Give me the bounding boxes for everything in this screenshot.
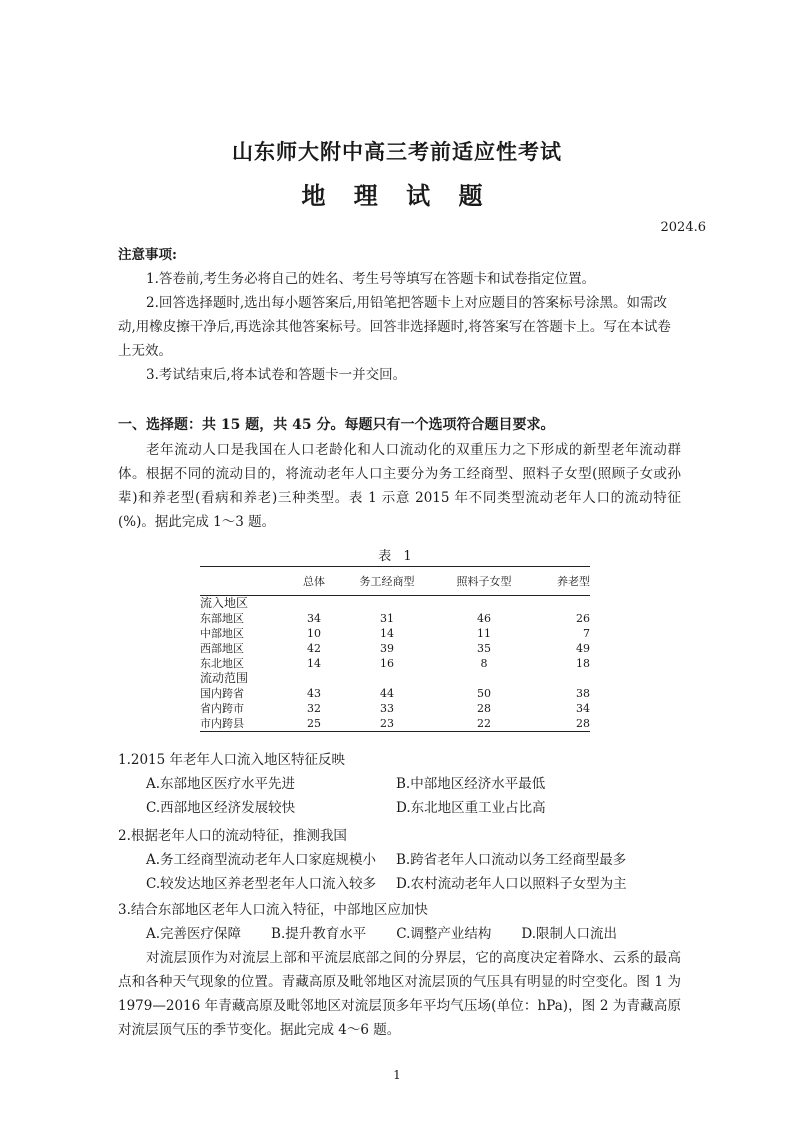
table-cell: 22	[434, 716, 534, 732]
table-cell: 46	[477, 612, 491, 625]
question-2	[118, 824, 688, 896]
table-cell: 34	[307, 612, 321, 625]
table-cell: 38	[576, 687, 590, 700]
question-options	[118, 922, 688, 946]
group-label: 流入地区	[200, 596, 249, 610]
exam-title: 山东师大附中高三考前适应性考试	[232, 139, 562, 164]
notice-heading: 注意事项:	[118, 247, 177, 263]
table-header	[200, 567, 288, 596]
question-options	[118, 772, 688, 820]
data-table	[200, 566, 590, 732]
option-c: C.较发达地区养老型老年人口流入较多	[146, 876, 377, 892]
table-group-row	[200, 671, 590, 686]
row-label: 中部地区	[200, 627, 244, 640]
question-3-options	[118, 922, 688, 946]
question-3	[118, 898, 688, 922]
question-stem: 1.2015 年老年人口流入地区特征反映	[118, 752, 346, 768]
option-a: A.东部地区医疗水平先进	[146, 776, 296, 792]
table-cell: 7	[583, 627, 590, 640]
option-b: B.中部地区经济水平最低	[396, 776, 546, 792]
table-cell: 18	[576, 657, 590, 670]
table-cell: 49	[576, 642, 590, 655]
table-cell: 23	[340, 716, 434, 732]
row-label: 市内跨县	[200, 716, 288, 732]
table-row	[200, 656, 590, 671]
table-row	[200, 686, 590, 701]
table-row	[200, 701, 590, 716]
table-row	[200, 626, 590, 641]
table-cell: 39	[380, 642, 394, 655]
table-cell: 14	[307, 657, 321, 670]
row-label: 东北地区	[200, 657, 244, 670]
table-cell: 10	[307, 627, 321, 640]
row-label: 国内跨省	[200, 687, 244, 700]
table-cell: 44	[380, 687, 394, 700]
row-label: 西部地区	[200, 642, 244, 655]
question-1	[118, 748, 688, 820]
table-cell: 42	[307, 642, 321, 655]
group-label: 流动范围	[200, 671, 249, 685]
option-b: B.跨省老年人口流动以务工经商型最多	[396, 852, 627, 868]
row-label: 东部地区	[200, 612, 244, 625]
intro-passage: 老年流动人口是我国在人口老龄化和人口流动化的双重压力之下形成的新型老年流动群体。根据不同的流动目的，将流动老年人口主要分为务工经商型、照料子女型(照顾子女或孙辈)和养老型(看病和养老)三种类型。表 1 示意 2015 年不同类型流动老年人口的流动特征(%)。据此完成 1～3 题。	[118, 442, 681, 530]
table-cell: 11	[477, 627, 491, 640]
table-cell: 33	[380, 702, 394, 715]
table-group-row	[200, 596, 590, 612]
option-a: A.务工经商型流动老年人口家庭规模小	[146, 852, 377, 868]
row-label: 省内跨市	[200, 702, 244, 715]
table-cell: 34	[576, 702, 590, 715]
passage-2: 对流层顶作为对流层上部和平流层底部之间的分界层，它的高度决定着降水、云系的最高点和各种天气现象的位置。青藏高原及毗邻地区对流层顶的气压具有明显的时空变化。图 1 为 1979—2016 年青藏高原及毗邻地区对流层顶多年平均气压场(单位：hPa)，图 2 为青藏高原对流层顶气压的季节变化。据此完成 4～6 题。	[118, 950, 681, 1038]
table-cell: 32	[307, 702, 321, 715]
table-row	[200, 716, 590, 732]
table-cell: 14	[380, 627, 394, 640]
option-d: D.农村流动老年人口以照料子女型为主	[396, 876, 627, 892]
table-header: 照料子女型	[434, 567, 534, 596]
option-c: C.西部地区经济发展较快	[146, 800, 296, 816]
table-row	[200, 611, 590, 626]
table-cell: 28	[477, 702, 491, 715]
option-b: B.提升教育水平	[271, 926, 367, 942]
table-cell: 25	[288, 716, 340, 732]
table-header-row	[200, 567, 590, 596]
table-cell: 31	[380, 612, 394, 625]
option-c: C.调整产业结构	[396, 926, 492, 942]
table-header: 务工经商型	[340, 567, 434, 596]
table-cell: 35	[477, 642, 491, 655]
notice-item-2: 2.回答选择题时,选出每小题答案后,用铅笔把答题卡上对应题目的答案标号涂黑。如需改动,用橡皮擦干净后,再选涂其他答案标号。回答非选择题时,将答案写在答题卡上。写在本试卷上无效。	[118, 295, 671, 359]
question-stem: 3.结合东部地区老年人口流入特征，中部地区应加快	[118, 902, 428, 918]
notice-item-3: 3.考试结束后,将本试卷和答题卡一并交回。	[146, 367, 407, 383]
table-header: 总体	[288, 567, 340, 596]
table-cell: 16	[380, 657, 394, 670]
table-row	[200, 641, 590, 656]
exam-date: 2024.6	[660, 220, 706, 235]
question-options	[118, 848, 688, 896]
table-cell: 8	[480, 657, 488, 670]
notice-item-1: 1.答卷前,考生务必将自己的姓名、考生号等填写在答题卡和试卷指定位置。	[146, 271, 596, 287]
table-cell: 28	[534, 716, 590, 732]
table-header: 养老型	[534, 567, 590, 596]
option-d: D.限制人口流出	[521, 926, 618, 942]
question-stem: 2.根据老年人口的流动特征，推测我国	[118, 828, 347, 844]
notice-section	[118, 243, 678, 387]
table-cell: 26	[576, 612, 590, 625]
table-cell: 50	[477, 687, 491, 700]
subject-title: 地 理 试 题	[301, 181, 493, 210]
page-number: 1	[393, 1068, 401, 1082]
section-heading: 一、选择题：共 15 题，共 45 分。每题只有一个选项符合题目要求。	[118, 417, 555, 433]
table-caption: 表 1	[378, 549, 416, 564]
option-a: A.完善医疗保障	[146, 926, 242, 942]
option-d: D.东北地区重工业占比高	[396, 800, 546, 816]
table-cell: 43	[307, 687, 321, 700]
